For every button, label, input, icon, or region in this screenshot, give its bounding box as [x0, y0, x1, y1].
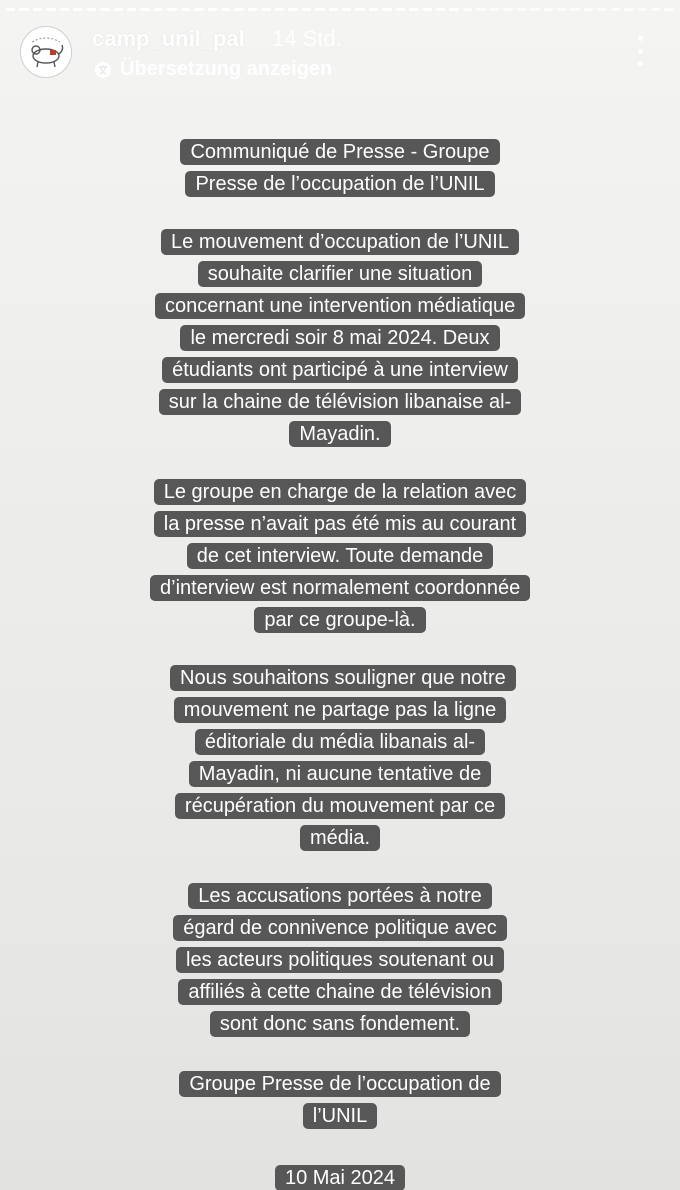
translate-label: Übersetzung anzeigen: [120, 58, 333, 80]
progress-segment: [181, 8, 190, 11]
progress-segment: [100, 8, 109, 11]
story-progress-bar: [6, 8, 674, 11]
progress-segment: [584, 8, 593, 11]
progress-segment: [396, 8, 405, 11]
progress-segment: [382, 8, 391, 11]
progress-segment: [114, 8, 123, 11]
progress-segment: [490, 8, 499, 11]
progress-segment: [167, 8, 176, 11]
progress-segment: [275, 8, 284, 11]
progress-segment: [664, 8, 673, 11]
progress-segment: [302, 8, 311, 11]
story-header: [20, 24, 660, 84]
progress-segment: [517, 8, 526, 11]
progress-segment: [6, 8, 15, 11]
story-content: [0, 136, 680, 1190]
progress-segment: [248, 8, 257, 11]
post-timestamp: 14 Std.: [272, 26, 342, 51]
paragraph-editorial-line: Nous souhaitons souligner que notre mouvement ne partage pas la ligne éditoriale du média libanais al-Mayadin, ni aucune tentative de récupération du mouvement par ce média.: [170, 662, 510, 854]
progress-segment: [476, 8, 485, 11]
account-username[interactable]: camp_unil_pal: [92, 26, 245, 51]
progress-segment: [544, 8, 553, 11]
progress-segment: [154, 8, 163, 11]
paragraph-clarification: Le mouvement d’occupation de l’UNIL souhaite clarifier une situation concernant une intervention médiatique le mercredi soir 8 mai 2024. Deux étudiants ont participé à une interview sur la chaine de télévision libanaise al-Mayadin.: [155, 226, 525, 450]
progress-segment: [570, 8, 579, 11]
press-release-title: Communiqué de Presse - Groupe Presse de l’occupation de l’UNIL: [155, 136, 525, 200]
translate-icon: [94, 61, 112, 79]
progress-segment: [73, 8, 82, 11]
paragraph-accusations: Les accusations portées à notre égard de connivence politique avec les acteurs politiques soutenant ou affiliés à cette chaine de télévision sont donc sans fondement.: [170, 880, 510, 1040]
progress-segment: [60, 8, 69, 11]
progress-segment: [530, 8, 539, 11]
progress-segment: [234, 8, 243, 11]
progress-segment: [315, 8, 324, 11]
progress-segment: [463, 8, 472, 11]
release-date: 10 Mai 2024: [220, 1162, 460, 1190]
progress-segment: [19, 8, 28, 11]
progress-segment: [624, 8, 633, 11]
progress-segment: [369, 8, 378, 11]
progress-segment: [597, 8, 606, 11]
signature: Groupe Presse de l’occupation de l’UNIL: [160, 1068, 520, 1132]
show-translation-link[interactable]: [94, 58, 332, 81]
profile-avatar[interactable]: [20, 26, 72, 78]
progress-segment: [638, 8, 647, 11]
progress-segment: [87, 8, 96, 11]
progress-segment: [194, 8, 203, 11]
progress-segment: [221, 8, 230, 11]
progress-segment: [436, 8, 445, 11]
progress-segment: [611, 8, 620, 11]
progress-segment: [208, 8, 217, 11]
progress-segment: [503, 8, 512, 11]
progress-segment: [33, 8, 42, 11]
more-options-icon[interactable]: [632, 36, 648, 66]
progress-segment: [651, 8, 660, 11]
paragraph-press-group: Le groupe en charge de la relation avec la presse n’avait pas été mis au courant de cet interview. Toute demande d’interview est normalement coordonnée par ce groupe-là.: [150, 476, 530, 636]
progress-segment: [288, 8, 297, 11]
animal-logo-icon: [24, 30, 68, 74]
progress-segment: [46, 8, 55, 11]
progress-segment: [423, 8, 432, 11]
progress-segment: [140, 8, 149, 11]
progress-segment: [409, 8, 418, 11]
progress-segment: [355, 8, 364, 11]
progress-segment: [261, 8, 270, 11]
progress-segment: [342, 8, 351, 11]
progress-segment: [127, 8, 136, 11]
progress-segment: [329, 8, 338, 11]
progress-segment: [449, 8, 458, 11]
progress-segment: [557, 8, 566, 11]
